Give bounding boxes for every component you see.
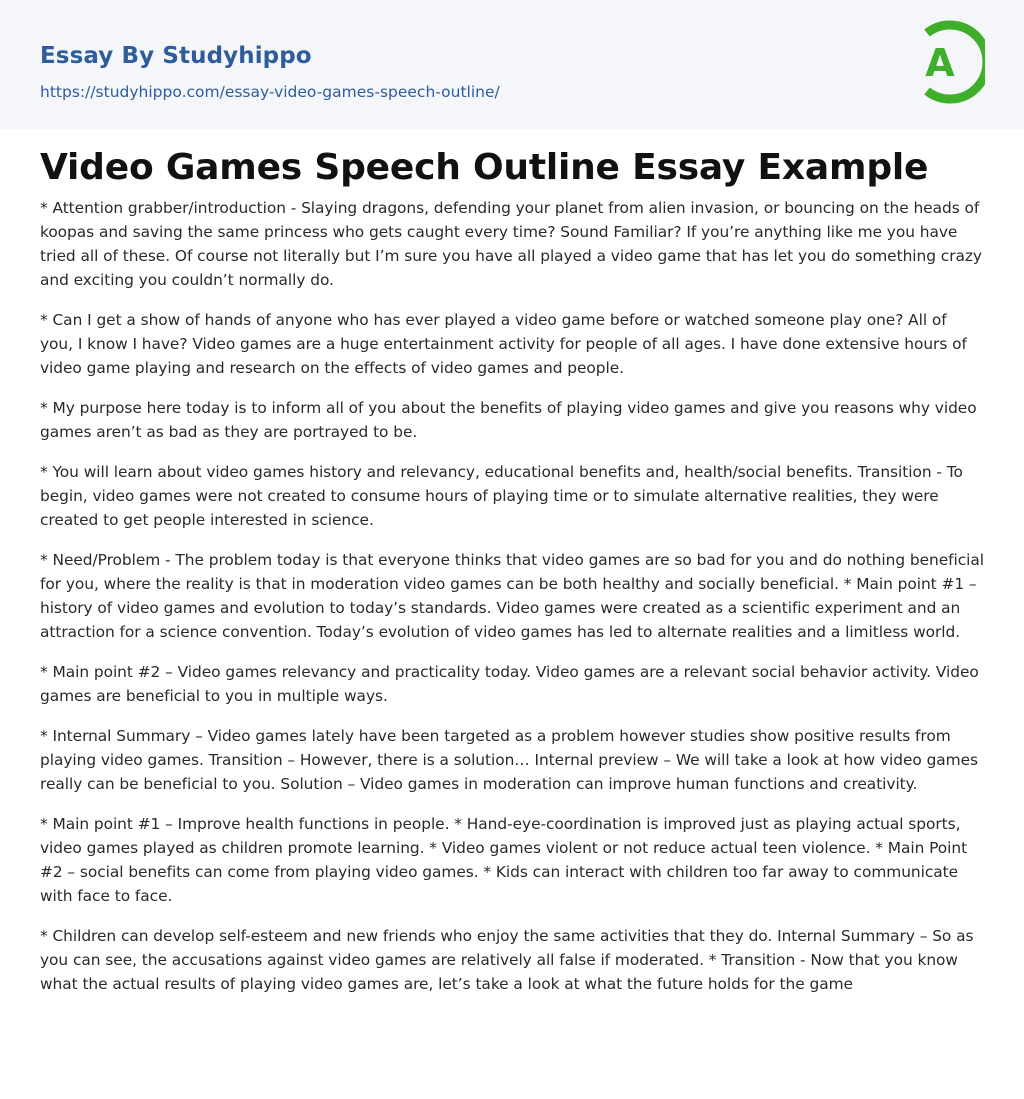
article-body: [40, 196, 984, 996]
paragraph: * Need/Problem - The problem today is that everyone thinks that video games are so bad for you and do nothing beneficial for you, where the reality is that in moderation video games can be both healthy and socially beneficial. * Main point #1 – history of video games and evolution to today’s standards. Video games were created as a scientific experiment and an attraction for a science convention. Today’s evolution of video games has led to alternate realities and a limitless world.: [40, 551, 985, 641]
paragraph: * Children can develop self-esteem and new friends who enjoy the same activities that they do. Internal Summary – So as you can see, the accusations against video games are relatively all false if moderated. * Transition - Now that you know what the actual results of playing video games are, let’s take a look at what the future holds for the game: [40, 927, 974, 993]
paragraph: * My purpose here today is to inform all of you about the benefits of playing video games and give you reasons why video games aren’t as bad as they are portrayed to be.: [40, 399, 977, 441]
paragraph: * You will learn about video games history and relevancy, educational benefits and, health/social benefits. Transition - To begin, video games were not created to consume hours of playing time or to simulate alternative realities, they were created to get people interested in science.: [40, 463, 963, 529]
paragraph: * Can I get a show of hands of anyone who has ever played a video game before or watched someone play one? All of you, I know I have? Video games are a huge entertainment activity for people of all ages. I have done extensive hours of video game playing and research on the effects of video games and people.: [40, 311, 967, 377]
site-header: [0, 0, 1024, 129]
paragraph: * Internal Summary – Video games lately have been targeted as a problem however studies show positive results from playing video games. Transition – However, there is a solution… Internal preview – We will take a look at how video games really can be beneficial to you. Solution – Video games in moderation can improve human functions and creativity.: [40, 727, 979, 793]
paragraph: * Attention grabber/introduction - Slaying dragons, defending your planet from alien invasion, or bouncing on the heads of koopas and saving the same princess who gets caught every time? Sound Familiar? If you’re anything like me you have tried all of these. Of course not literally but I’m sure you have all played a video game that has let you do something crazy and exciting you couldn’t normally do.: [40, 199, 982, 289]
brand-title[interactable]: Essay By Studyhippo: [40, 43, 312, 69]
studyhippo-logo-icon[interactable]: [913, 20, 985, 104]
paragraph: * Main point #2 – Video games relevancy and practicality today. Video games are a relevant social behavior activity. Video games are beneficial to you in multiple ways.: [40, 663, 979, 705]
page-title: Video Games Speech Outline Essay Example: [40, 147, 929, 188]
page-url-link[interactable]: https://studyhippo.com/essay-video-games-speech-outline/: [40, 83, 500, 101]
article: [0, 146, 1024, 996]
paragraph: * Main point #1 – Improve health functions in people. * Hand-eye-coordination is improved just as playing actual sports, video games played as children promote learning. * Video games violent or not reduce actual teen violence. * Main Point #2 – social benefits can come from playing video games. * Kids can interact with children too far away to communicate with face to face.: [40, 815, 968, 905]
logo-letter: A: [925, 41, 955, 85]
